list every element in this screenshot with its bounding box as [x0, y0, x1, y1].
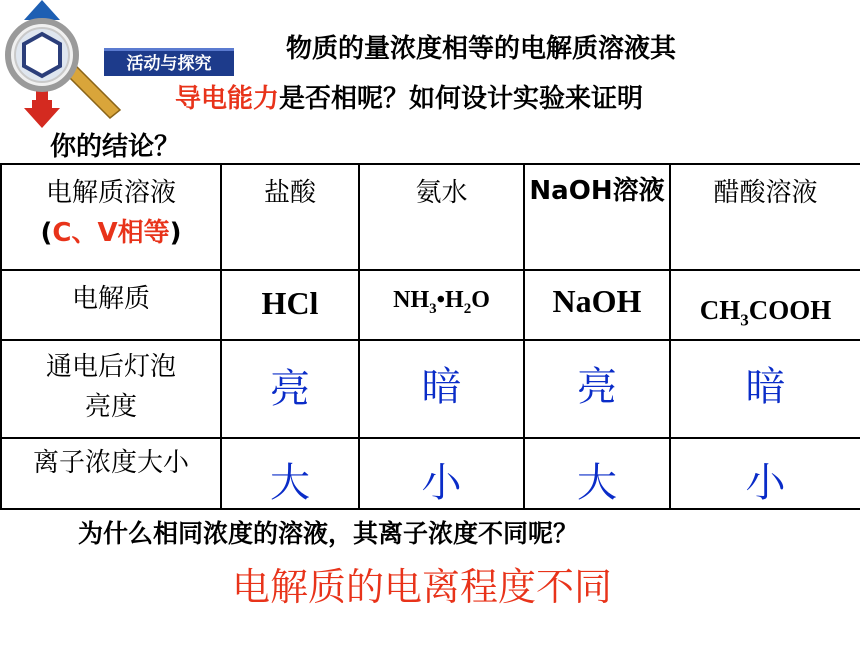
brightness-hcl: 亮 [221, 340, 359, 438]
table-row-ion-concentration [1, 438, 860, 509]
question-line-3: 你的结论？ [50, 132, 181, 162]
table-row-electrolyte [1, 270, 860, 340]
ion-conc-acetic-acid: 小 [670, 438, 860, 509]
header-label-cell [1, 164, 221, 270]
ion-conc-hcl: 大 [221, 438, 359, 509]
follow-up-question: 为什么相同浓度的溶液，其离子浓度不同呢？ [78, 519, 579, 548]
column-header-naoh: NaOH溶液 [524, 164, 670, 270]
formula-hcl: HCl [221, 270, 359, 340]
brightness-acetic-acid: 暗 [670, 340, 860, 438]
highlight-conductivity: 导电能力 [175, 84, 280, 114]
ion-conc-naoh: 大 [524, 438, 670, 509]
table-header-row [1, 164, 860, 270]
column-header-acetic-acid: 醋酸溶液 [670, 164, 860, 270]
formula-ammonia: $NH_3•H_2O$ [359, 270, 524, 340]
benzene-hexagon-icon [24, 34, 60, 76]
question-line-1: 物质的量浓度相等的电解质溶液其 [286, 34, 677, 64]
answer-text: 电解质的电离程度不同 [232, 565, 613, 609]
activity-badge-label: 活动与探究 [126, 54, 212, 74]
column-header-ammonia: 氨水 [359, 164, 524, 270]
ion-conc-ammonia: 小 [359, 438, 524, 509]
formula-acetic-acid: $CH_3COOH$ [670, 270, 860, 340]
experiment-table [0, 163, 860, 510]
brightness-naoh: 亮 [524, 340, 670, 438]
condition-cv-equal: C、V相等 [52, 218, 170, 248]
row-label-ion-concentration: 离子浓度大小 [1, 438, 221, 509]
row-label-electrolyte: 电解质 [1, 270, 221, 340]
question-line-2-rest: 是否相呢？如何设计实验来证明 [279, 84, 644, 114]
table-row-brightness [1, 340, 860, 438]
formula-naoh: NaOH [524, 270, 670, 340]
column-header-hcl: 盐酸 [221, 164, 359, 270]
header-label-line1: 电解质溶液 [45, 178, 176, 208]
question-line-2 [175, 86, 643, 112]
row-label-brightness: 通电后灯泡 亮度 [1, 340, 221, 438]
brightness-ammonia: 暗 [359, 340, 524, 438]
header-label-line2: (C、V相等) [40, 218, 182, 248]
